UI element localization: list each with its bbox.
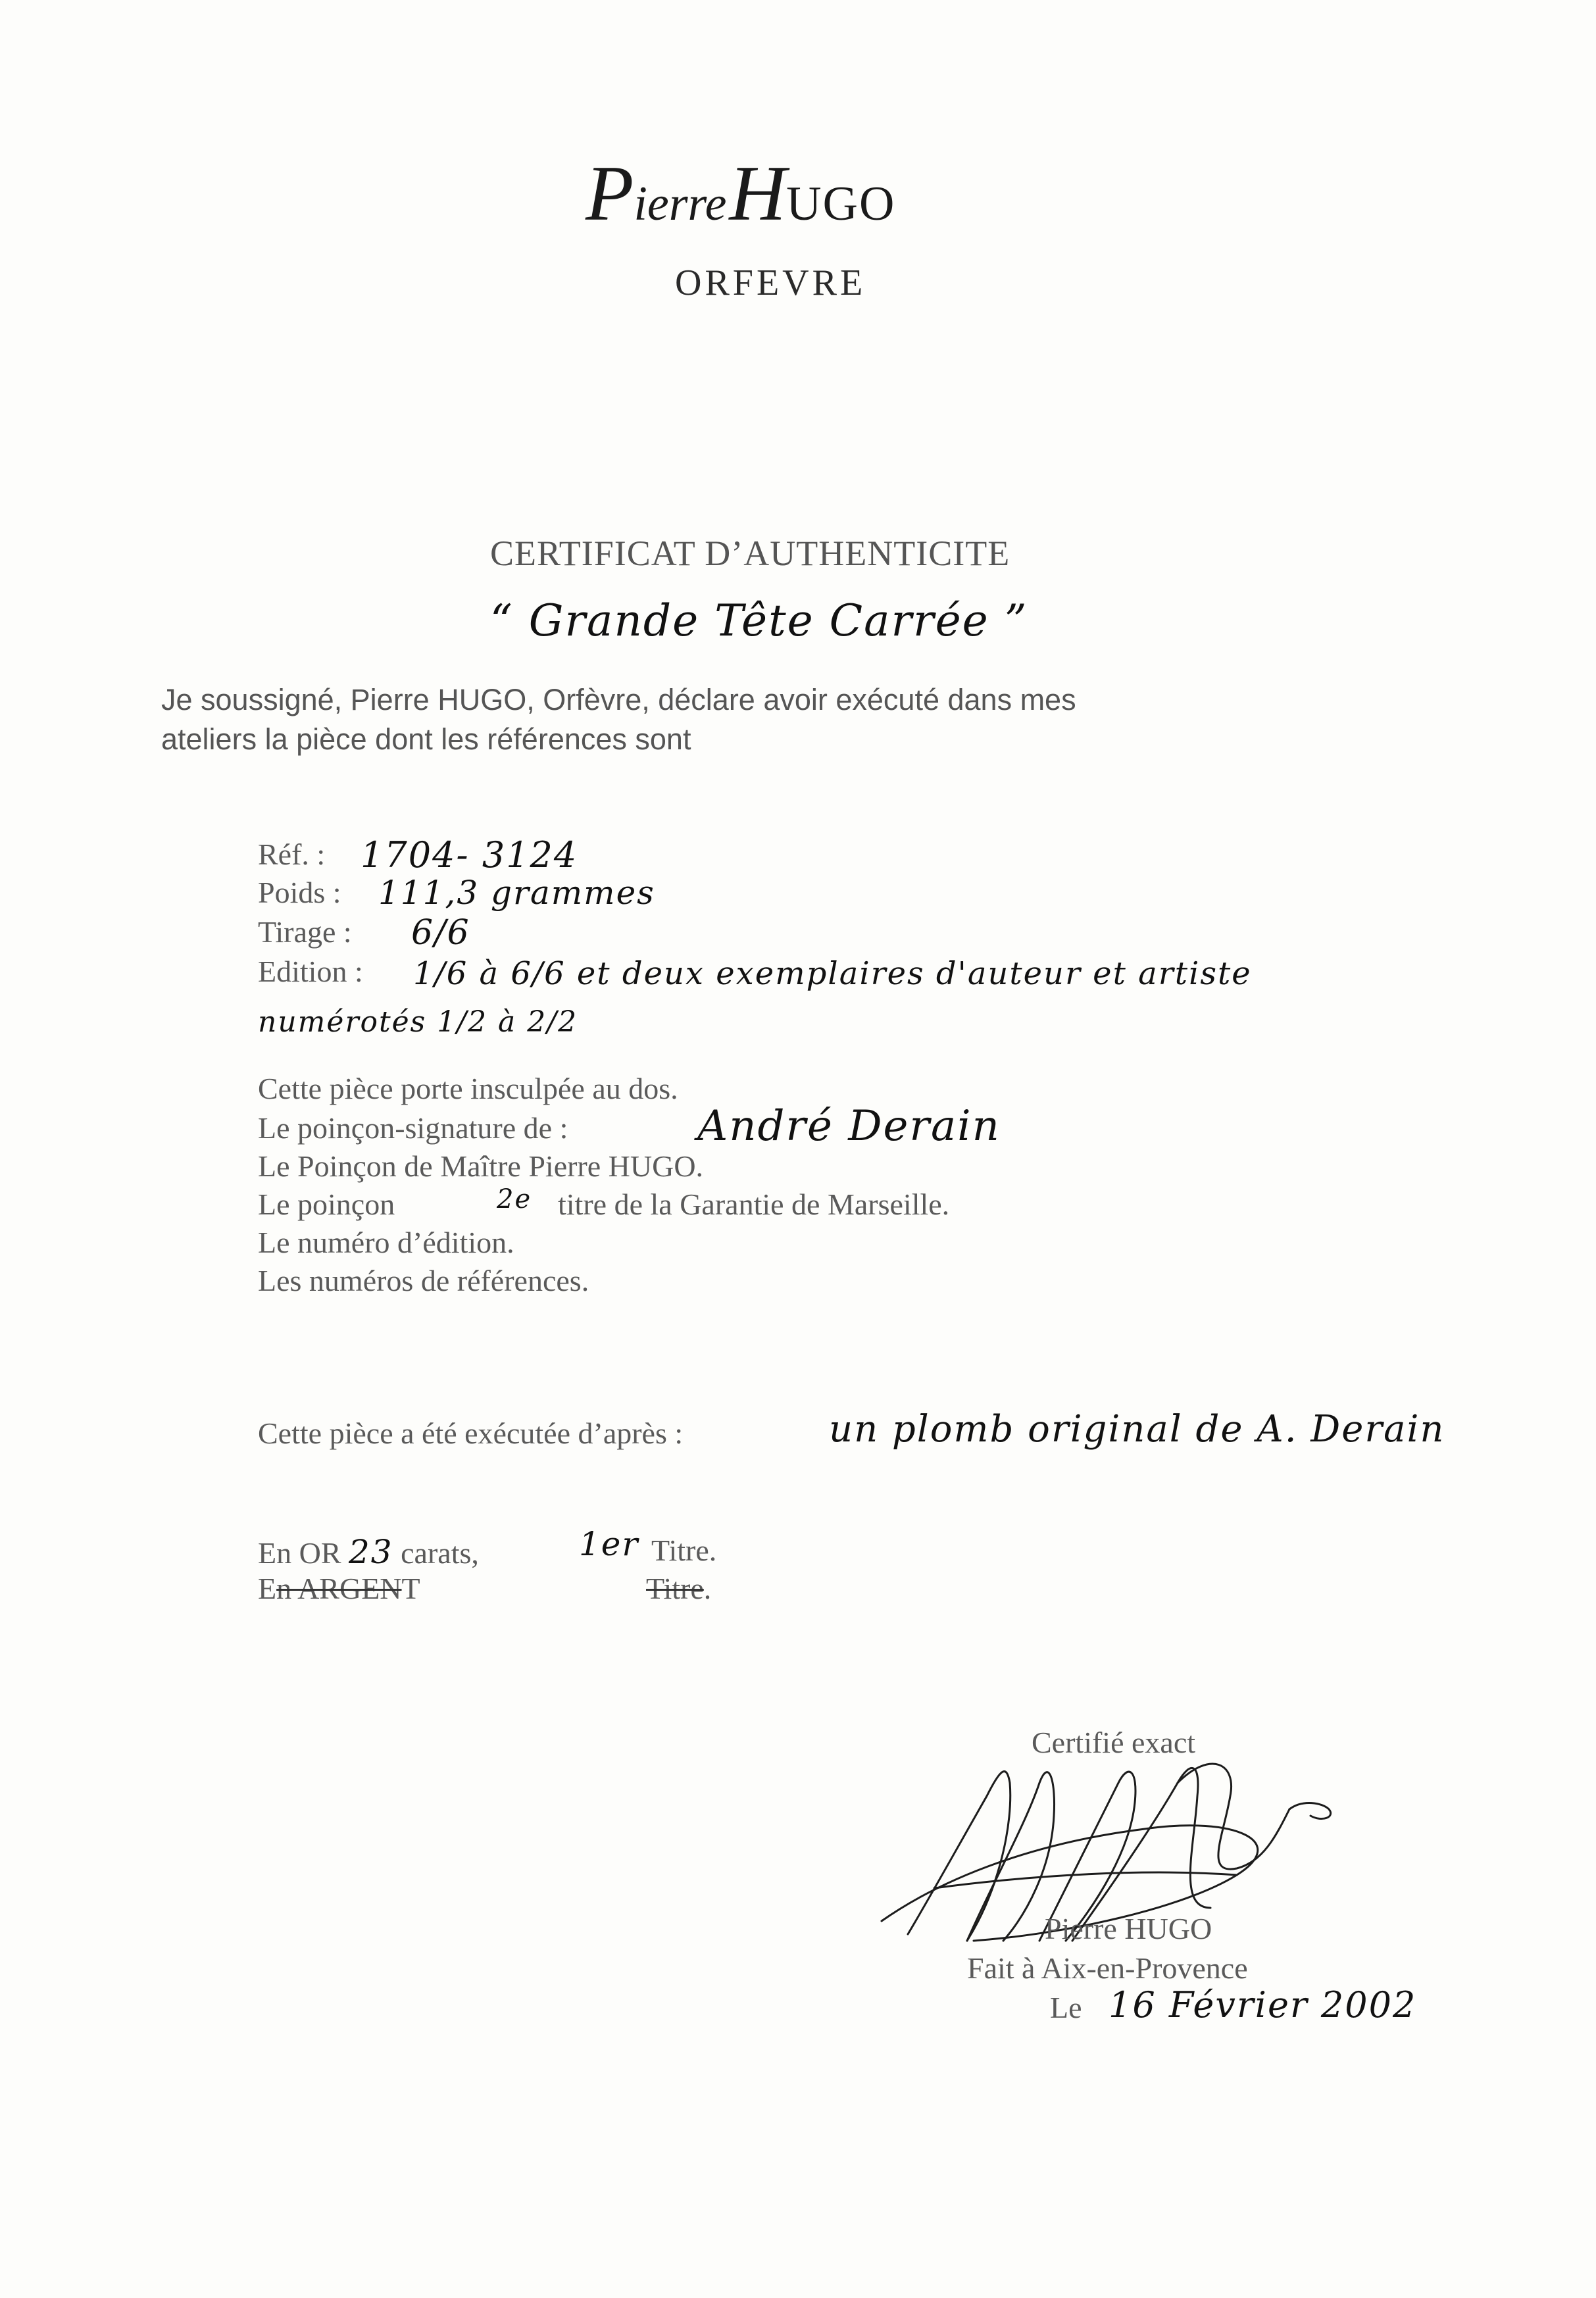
- marks-line-4-value: 2e: [497, 1184, 532, 1214]
- marks-line-2-label: Le poinçon-signature de :: [258, 1111, 568, 1145]
- marks-line-5: Le numéro d’édition.: [258, 1226, 514, 1259]
- date-value: 16 Février 2002: [1109, 1984, 1417, 2026]
- ref-value: 1704- 3124: [361, 834, 578, 876]
- execution-value: un plomb original de A. Derain: [829, 1408, 1445, 1451]
- metal-argent-titre-end: .: [703, 1572, 712, 1605]
- poids-label: Poids :: [258, 876, 341, 909]
- edition-label: Edition :: [258, 955, 363, 988]
- ref-label: Réf. :: [258, 837, 326, 871]
- marks-line-4-a: Le poinçon: [258, 1187, 395, 1221]
- edition-value-2: numérotés 1/2 à 2/2: [258, 1005, 578, 1039]
- letterhead-profession: ORFEVRE: [675, 262, 866, 303]
- metal-titre-label: Titre.: [651, 1534, 717, 1567]
- metal-titre-value: 1er: [579, 1525, 639, 1563]
- marks-line-2-value: André Derain: [697, 1102, 1001, 1151]
- edition-value-1: 1/6 à 6/6 et deux exemplaires d'auteur et artiste: [413, 955, 1252, 992]
- marks-line-4-b: titre de la Garantie de Marseille.: [558, 1187, 950, 1221]
- intro-line-2: ateliers la pièce dont les références sont: [161, 722, 691, 756]
- marks-line-3: Le Poinçon de Maître Pierre HUGO.: [258, 1149, 704, 1183]
- letterhead-name: [586, 148, 895, 239]
- metal-argent-prefix: E: [258, 1572, 277, 1605]
- signature-place: Fait à Aix-en-Provence: [967, 1951, 1248, 1985]
- metal-argent-line: [258, 1571, 420, 1606]
- letterhead-first-rest: ierre: [634, 177, 727, 231]
- poids-value: 111,3 grammes: [378, 874, 655, 912]
- signer-name: Pierre HUGO: [1045, 1912, 1212, 1945]
- marks-line-6: Les numéros de références.: [258, 1264, 589, 1297]
- metal-or-carats-value: 23: [349, 1533, 393, 1571]
- metal-argent-titre-struck: Titre: [646, 1572, 704, 1605]
- execution-label: Cette pièce a été exécutée d’après :: [258, 1416, 684, 1450]
- metal-argent-suffix: T: [401, 1572, 420, 1605]
- tirage-value: 6/6: [411, 913, 470, 953]
- marks-line-1: Cette pièce porte insculpée au dos.: [258, 1072, 678, 1105]
- metal-or-carats-label: carats,: [401, 1536, 479, 1570]
- letterhead-last-rest: UGO: [786, 177, 896, 231]
- metal-or-label: En OR: [258, 1536, 341, 1570]
- certificate-title: CERTIFICAT D’AUTHENTICITE: [490, 534, 1010, 573]
- metal-or-line: [258, 1533, 479, 1571]
- work-title: “ Grande Tête Carrée ”: [490, 595, 1028, 646]
- letterhead-initial-h: H: [729, 149, 787, 237]
- intro-line-1: Je soussigné, Pierre HUGO, Orfèvre, déclare avoir exécuté dans mes: [161, 683, 1076, 716]
- metal-argent-titre: [646, 1571, 711, 1606]
- date-label: Le: [1050, 1991, 1082, 2024]
- tirage-label: Tirage :: [258, 915, 352, 949]
- letterhead-initial-p: P: [586, 149, 634, 237]
- certified-exact: Certifié exact: [1032, 1726, 1196, 1759]
- metal-argent-struck: n ARGEN: [276, 1572, 402, 1605]
